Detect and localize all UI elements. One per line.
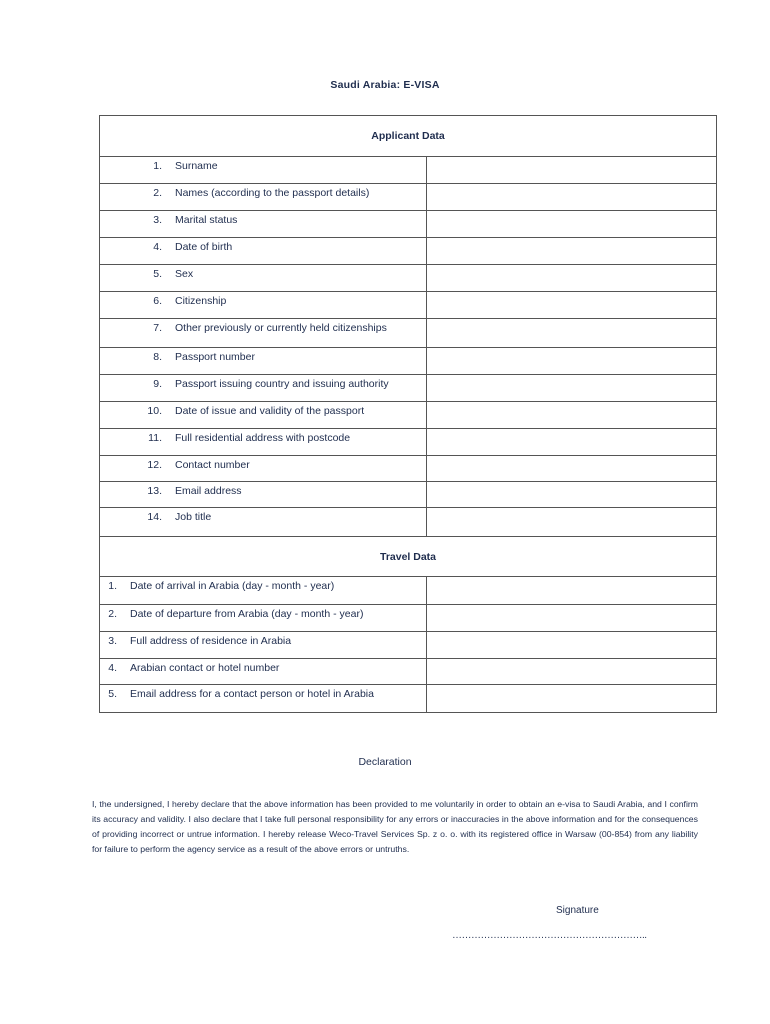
- applicant-item-label: Contact number: [175, 459, 250, 471]
- visa-form-table: [99, 115, 717, 713]
- document-title: Saudi Arabia: E-VISA: [330, 79, 440, 91]
- applicant-input-field[interactable]: [427, 375, 717, 402]
- applicant-item-number: 9.: [153, 378, 162, 390]
- applicant-item-number: 6.: [153, 295, 162, 307]
- travel-row: [100, 685, 717, 713]
- applicant-label-cell: [100, 184, 427, 211]
- applicant-item-label: Date of issue and validity of the passport: [175, 405, 365, 417]
- travel-item-label: Date of arrival in Arabia (day - month - year): [130, 580, 335, 592]
- applicant-item-number: 10.: [147, 405, 162, 417]
- applicant-input-field[interactable]: [427, 157, 717, 184]
- applicant-row: [100, 157, 717, 184]
- travel-row: [100, 577, 717, 605]
- applicant-label-cell: [100, 456, 427, 482]
- travel-item-label: Date of departure from Arabia (day - month - year): [130, 608, 364, 620]
- signature-line[interactable]: ……………………………………………………..: [452, 930, 647, 941]
- applicant-item-number: 2.: [153, 187, 162, 199]
- applicant-input-field[interactable]: [427, 211, 717, 238]
- applicant-item-label: Date of birth: [175, 241, 233, 253]
- travel-input-field[interactable]: [427, 605, 717, 632]
- travel-item-number: 2.: [108, 608, 117, 620]
- applicant-item-number: 3.: [153, 214, 162, 226]
- travel-item-number: 1.: [108, 580, 117, 592]
- travel-data-heading: Travel Data: [100, 537, 717, 577]
- declaration-text: I, the undersigned, I hereby declare that the above information has been provided to me voluntarily in order to obtain an e-visa to Saudi Arabia, and I confirm its accuracy and validity. I also declare that I take full personal responsibility for any errors or inaccuracies in the above information and for the consequences of providing incorrect or untrue information. I hereby release Weco-Travel Services Sp. z o. o. with its registered office in Warsaw (00-854) from any liability for failure to perform the agency service as a result of the above errors or untruths.: [92, 799, 698, 854]
- travel-label-cell: [100, 605, 427, 632]
- applicant-item-label: Sex: [175, 268, 194, 280]
- travel-label-cell: [100, 632, 427, 659]
- applicant-label-cell: [100, 211, 427, 238]
- travel-item-label: Email address for a contact person or hotel in Arabia: [130, 688, 374, 700]
- applicant-label-cell: [100, 348, 427, 375]
- applicant-input-field[interactable]: [427, 348, 717, 375]
- applicant-row: [100, 508, 717, 537]
- applicant-item-label: Surname: [175, 160, 218, 172]
- applicant-row: [100, 319, 717, 348]
- travel-row: [100, 605, 717, 632]
- applicant-input-field[interactable]: [427, 319, 717, 348]
- applicant-input-field[interactable]: [427, 429, 717, 456]
- travel-item-label: Full address of residence in Arabia: [130, 635, 292, 647]
- applicant-row: [100, 482, 717, 508]
- travel-row: [100, 632, 717, 659]
- applicant-row: [100, 402, 717, 429]
- applicant-input-field[interactable]: [427, 292, 717, 319]
- applicant-label-cell: [100, 292, 427, 319]
- applicant-label-cell: [100, 429, 427, 456]
- applicant-item-number: 12.: [147, 459, 162, 471]
- applicant-data-heading: Applicant Data: [100, 116, 717, 157]
- applicant-item-number: 13.: [147, 485, 162, 497]
- applicant-item-number: 1.: [153, 160, 162, 172]
- applicant-item-label: Citizenship: [175, 295, 227, 307]
- applicant-row: [100, 348, 717, 375]
- travel-input-field[interactable]: [427, 659, 717, 685]
- applicant-row: [100, 292, 717, 319]
- applicant-label-cell: [100, 375, 427, 402]
- applicant-input-field[interactable]: [427, 238, 717, 265]
- applicant-item-label: Email address: [175, 485, 242, 497]
- applicant-row: [100, 375, 717, 402]
- applicant-label-cell: [100, 482, 427, 508]
- travel-label-cell: [100, 685, 427, 713]
- travel-item-label: Arabian contact or hotel number: [130, 662, 280, 674]
- applicant-item-label: Other previously or currently held citizenships: [175, 322, 387, 334]
- applicant-row: [100, 265, 717, 292]
- travel-label-cell: [100, 577, 427, 605]
- applicant-input-field[interactable]: [427, 508, 717, 537]
- applicant-row: [100, 211, 717, 238]
- applicant-row: [100, 238, 717, 265]
- applicant-label-cell: [100, 508, 427, 537]
- travel-label-cell: [100, 659, 427, 685]
- applicant-item-label: Names (according to the passport details): [175, 187, 370, 199]
- applicant-item-label: Full residential address with postcode: [175, 432, 351, 444]
- declaration-heading: Declaration: [358, 756, 412, 768]
- applicant-label-cell: [100, 319, 427, 348]
- travel-input-field[interactable]: [427, 685, 717, 713]
- applicant-label-cell: [100, 265, 427, 292]
- applicant-input-field[interactable]: [427, 402, 717, 429]
- applicant-item-number: 5.: [153, 268, 162, 280]
- applicant-input-field[interactable]: [427, 184, 717, 211]
- applicant-item-number: 4.: [153, 241, 162, 253]
- travel-row: [100, 659, 717, 685]
- applicant-input-field[interactable]: [427, 456, 717, 482]
- travel-item-number: 4.: [108, 662, 117, 674]
- applicant-item-number: 7.: [153, 322, 162, 334]
- applicant-item-label: Job title: [175, 511, 212, 523]
- applicant-item-label: Passport number: [175, 351, 255, 363]
- applicant-item-label: Marital status: [175, 214, 238, 226]
- applicant-input-field[interactable]: [427, 482, 717, 508]
- signature-label: Signature: [556, 905, 599, 916]
- applicant-label-cell: [100, 402, 427, 429]
- applicant-label-cell: [100, 238, 427, 265]
- applicant-row: [100, 429, 717, 456]
- applicant-input-field[interactable]: [427, 265, 717, 292]
- applicant-row: [100, 456, 717, 482]
- travel-input-field[interactable]: [427, 577, 717, 605]
- applicant-label-cell: [100, 157, 427, 184]
- applicant-item-number: 14.: [147, 511, 162, 523]
- applicant-row: [100, 184, 717, 211]
- travel-item-number: 3.: [108, 635, 117, 647]
- travel-input-field[interactable]: [427, 632, 717, 659]
- applicant-item-number: 11.: [148, 432, 162, 444]
- travel-item-number: 5.: [108, 688, 117, 700]
- applicant-item-label: Passport issuing country and issuing authority: [175, 378, 389, 390]
- applicant-item-number: 8.: [153, 351, 162, 363]
